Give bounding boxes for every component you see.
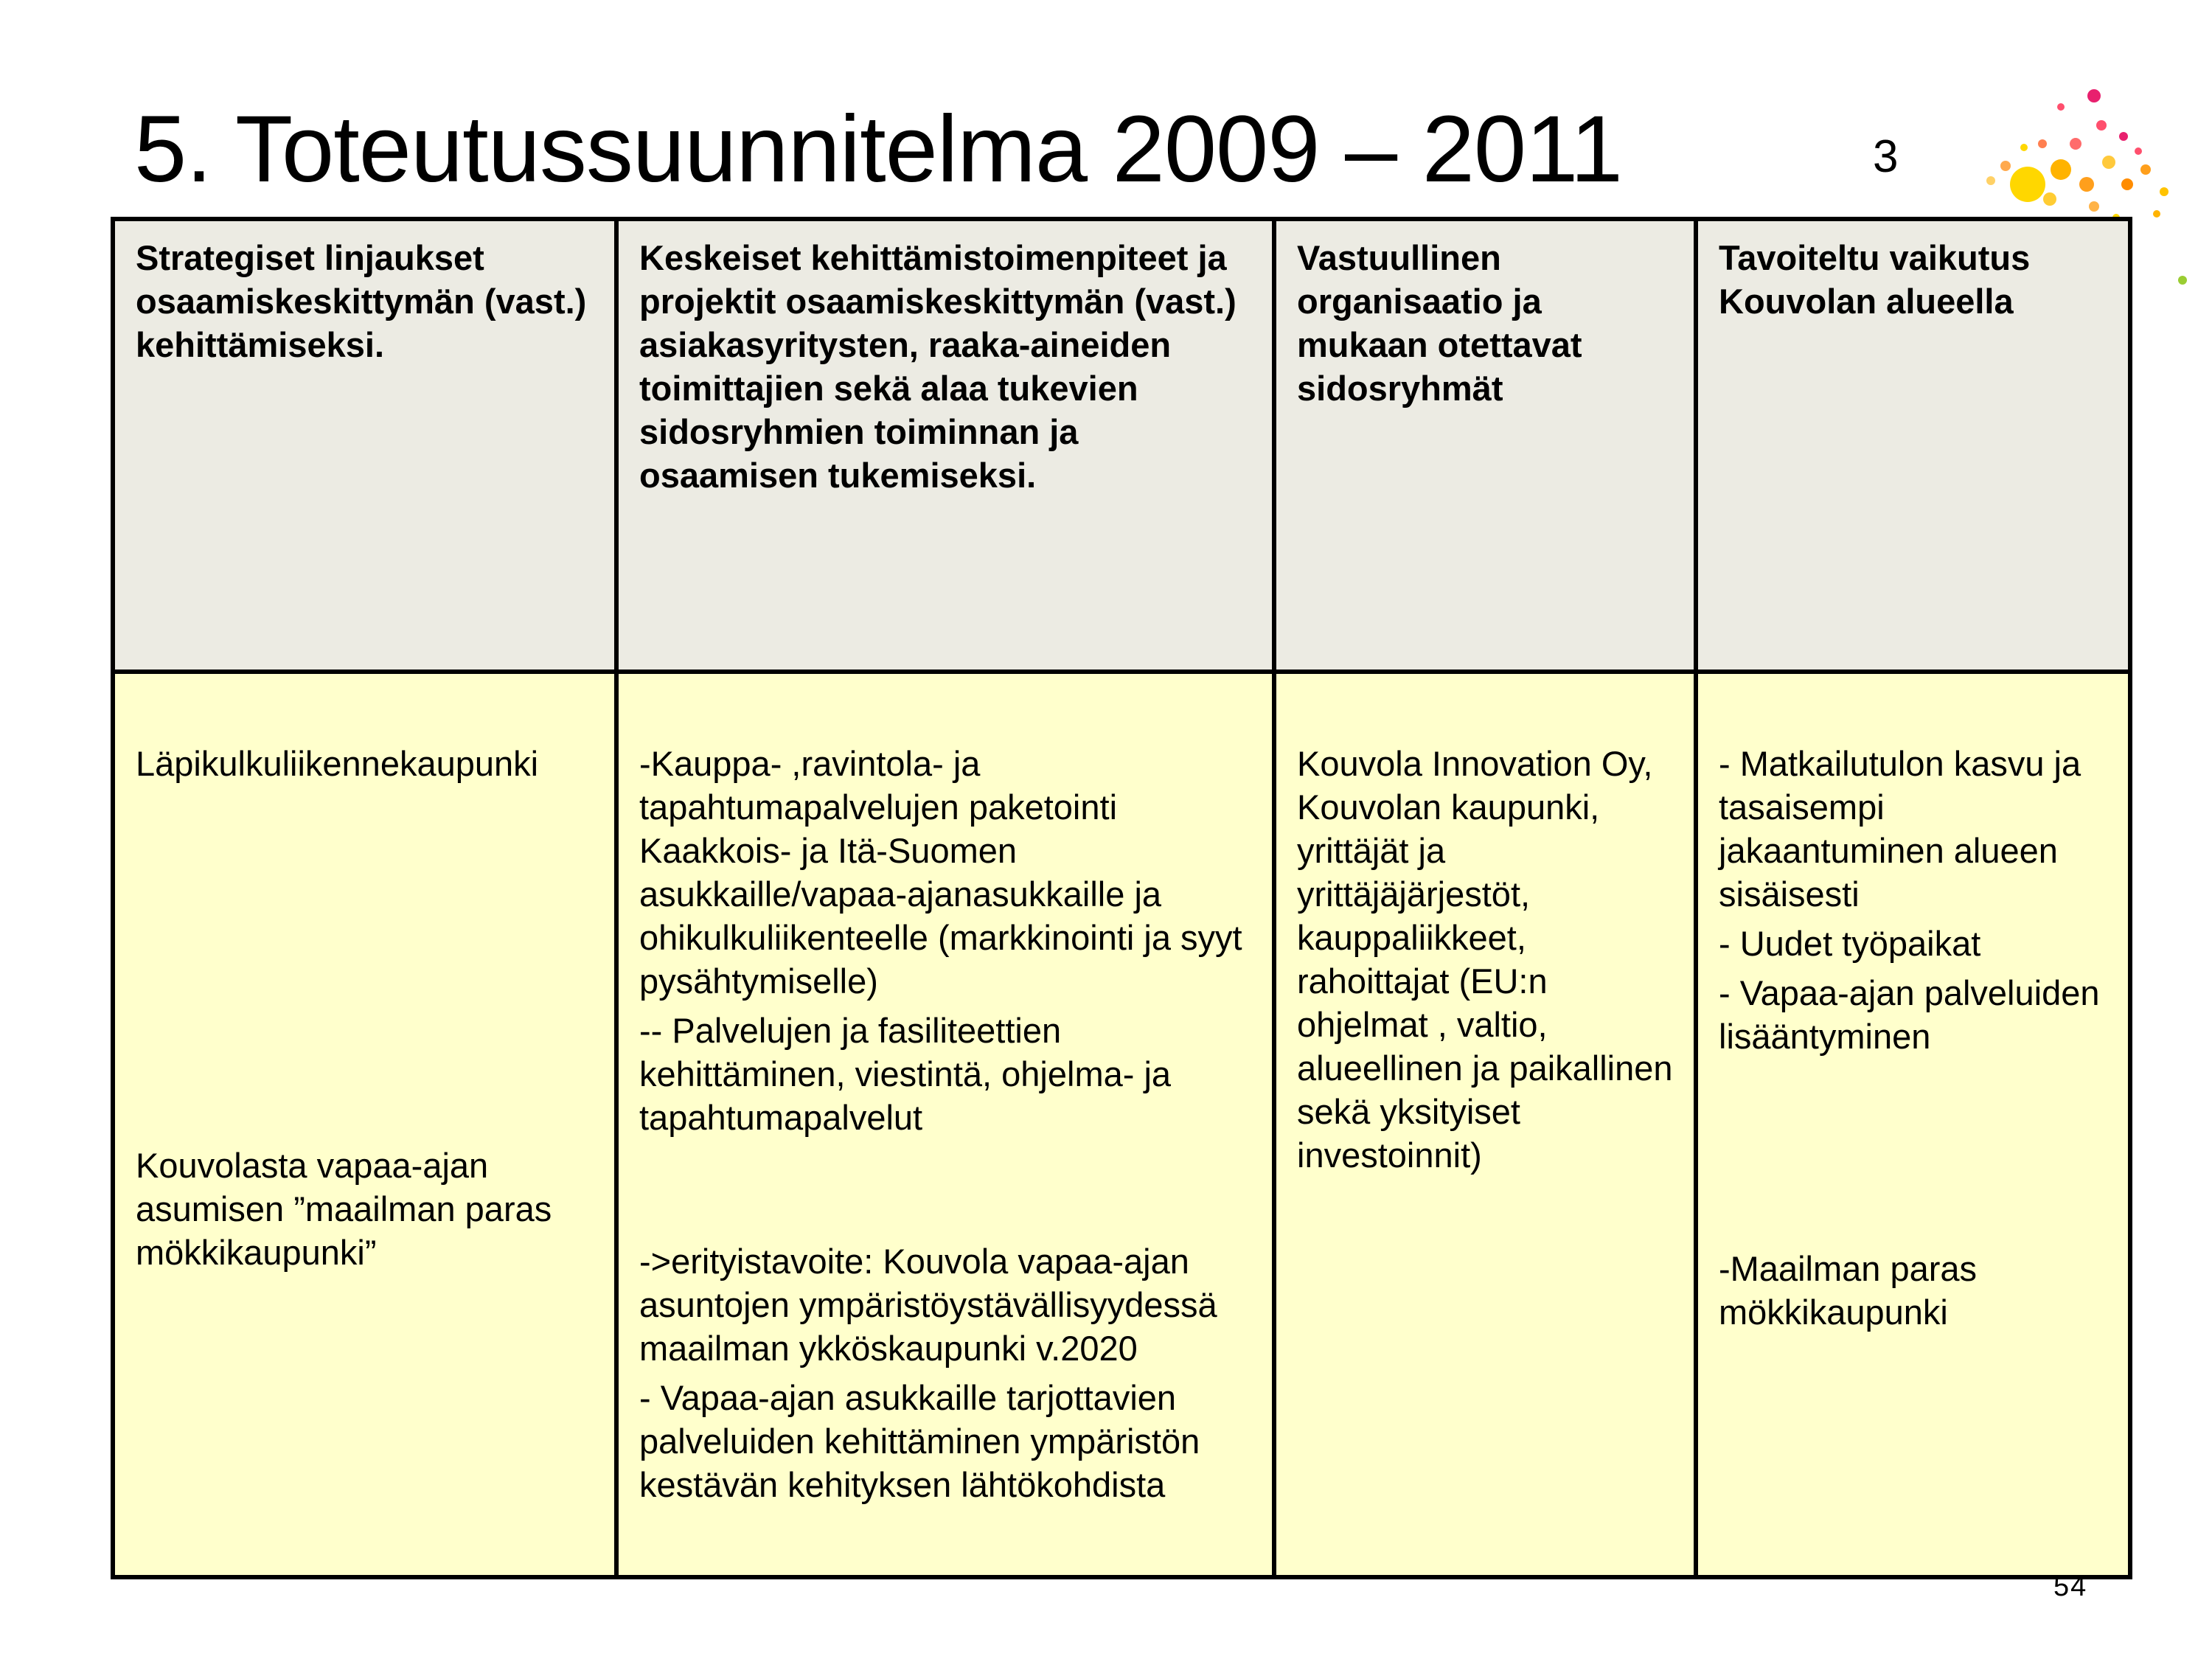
slide-title: 5. Toteutussuunnitelma 2009 – 2011: [134, 97, 1622, 202]
impact-best-cottage-city: -Maailman paras mökkikaupunki: [1719, 1249, 1978, 1332]
cell-strategic-guidelines: [113, 672, 616, 1577]
cell-responsible-organization: [1274, 672, 1696, 1577]
responsible-organizations-text: Kouvola Innovation Oy, Kouvolan kaupunki, yrittäjät ja yrittäjäjärjestöt, kauppaliikkeet, rahoittajat (EU:n ohjelmat , valtio, alueellinen ja paikallinen sekä yksityiset investoinnit): [1297, 744, 1673, 1175]
table-row: [113, 672, 2130, 1577]
guideline-transit-city: Läpikulkuliikennekaupunki: [136, 744, 539, 783]
action-sustainable-services: - Vapaa-ajan asukkaille tarjottavien palveluiden kehittäminen ympäristön kestävän kehityksen lähtökohdista: [639, 1378, 1200, 1504]
slide-number: 3: [1873, 131, 1899, 182]
table-header-row: [113, 219, 2130, 672]
impact-tourism-income: - Matkailutulon kasvu ja tasaisempi jakaantuminen alueen sisäisesti: [1719, 744, 2081, 914]
impact-leisure-services: - Vapaa-ajan palveluiden lisääntyminen: [1719, 973, 2100, 1056]
cell-key-actions: [616, 672, 1274, 1577]
page-number: 54: [2053, 1571, 2088, 1602]
action-service-packaging: -Kauppa- ,ravintola- ja tapahtumapalvelujen paketointi Kaakkois- ja Itä-Suomen asukkaille/vapaa-ajanasukkaille ja ohikulkuliikenteelle (markkinointi ja syyt pysähtymiselle): [639, 744, 1242, 1001]
implementation-plan-table: [111, 217, 2132, 1579]
header-responsible-organization: Vastuullinen organisaatio ja mukaan otettavat sidosryhmät: [1274, 219, 1696, 672]
header-target-impact: Tavoiteltu vaikutus Kouvolan alueella: [1696, 219, 2130, 672]
action-facility-development: -- Palvelujen ja fasiliteettien kehittäminen, viestintä, ohjelma- ja tapahtumapalvelut: [639, 1011, 1172, 1137]
impact-new-jobs: - Uudet työpaikat: [1719, 924, 1981, 963]
action-special-goal: ->erityistavoite: Kouvola vapaa-ajan asuntojen ympäristöystävällisyydessä maailman ykköskaupunki v.2020: [639, 1242, 1217, 1368]
guideline-cottage-city: Kouvolasta vapaa-ajan asumisen ”maailman paras mökkikaupunki”: [136, 1146, 552, 1272]
cell-target-impact: [1696, 672, 2130, 1577]
header-key-actions: Keskeiset kehittämistoimenpiteet ja projektit osaamiskeskittymän (vast.) asiakasyritysten, raaka-aineiden toimittajien sekä alaa tukevien sidosryhmien toiminnan ja osaamisen tukemiseksi.: [616, 219, 1274, 672]
header-strategic-guidelines: Strategiset linjaukset osaamiskeskittymän (vast.) kehittämiseksi.: [113, 219, 616, 672]
